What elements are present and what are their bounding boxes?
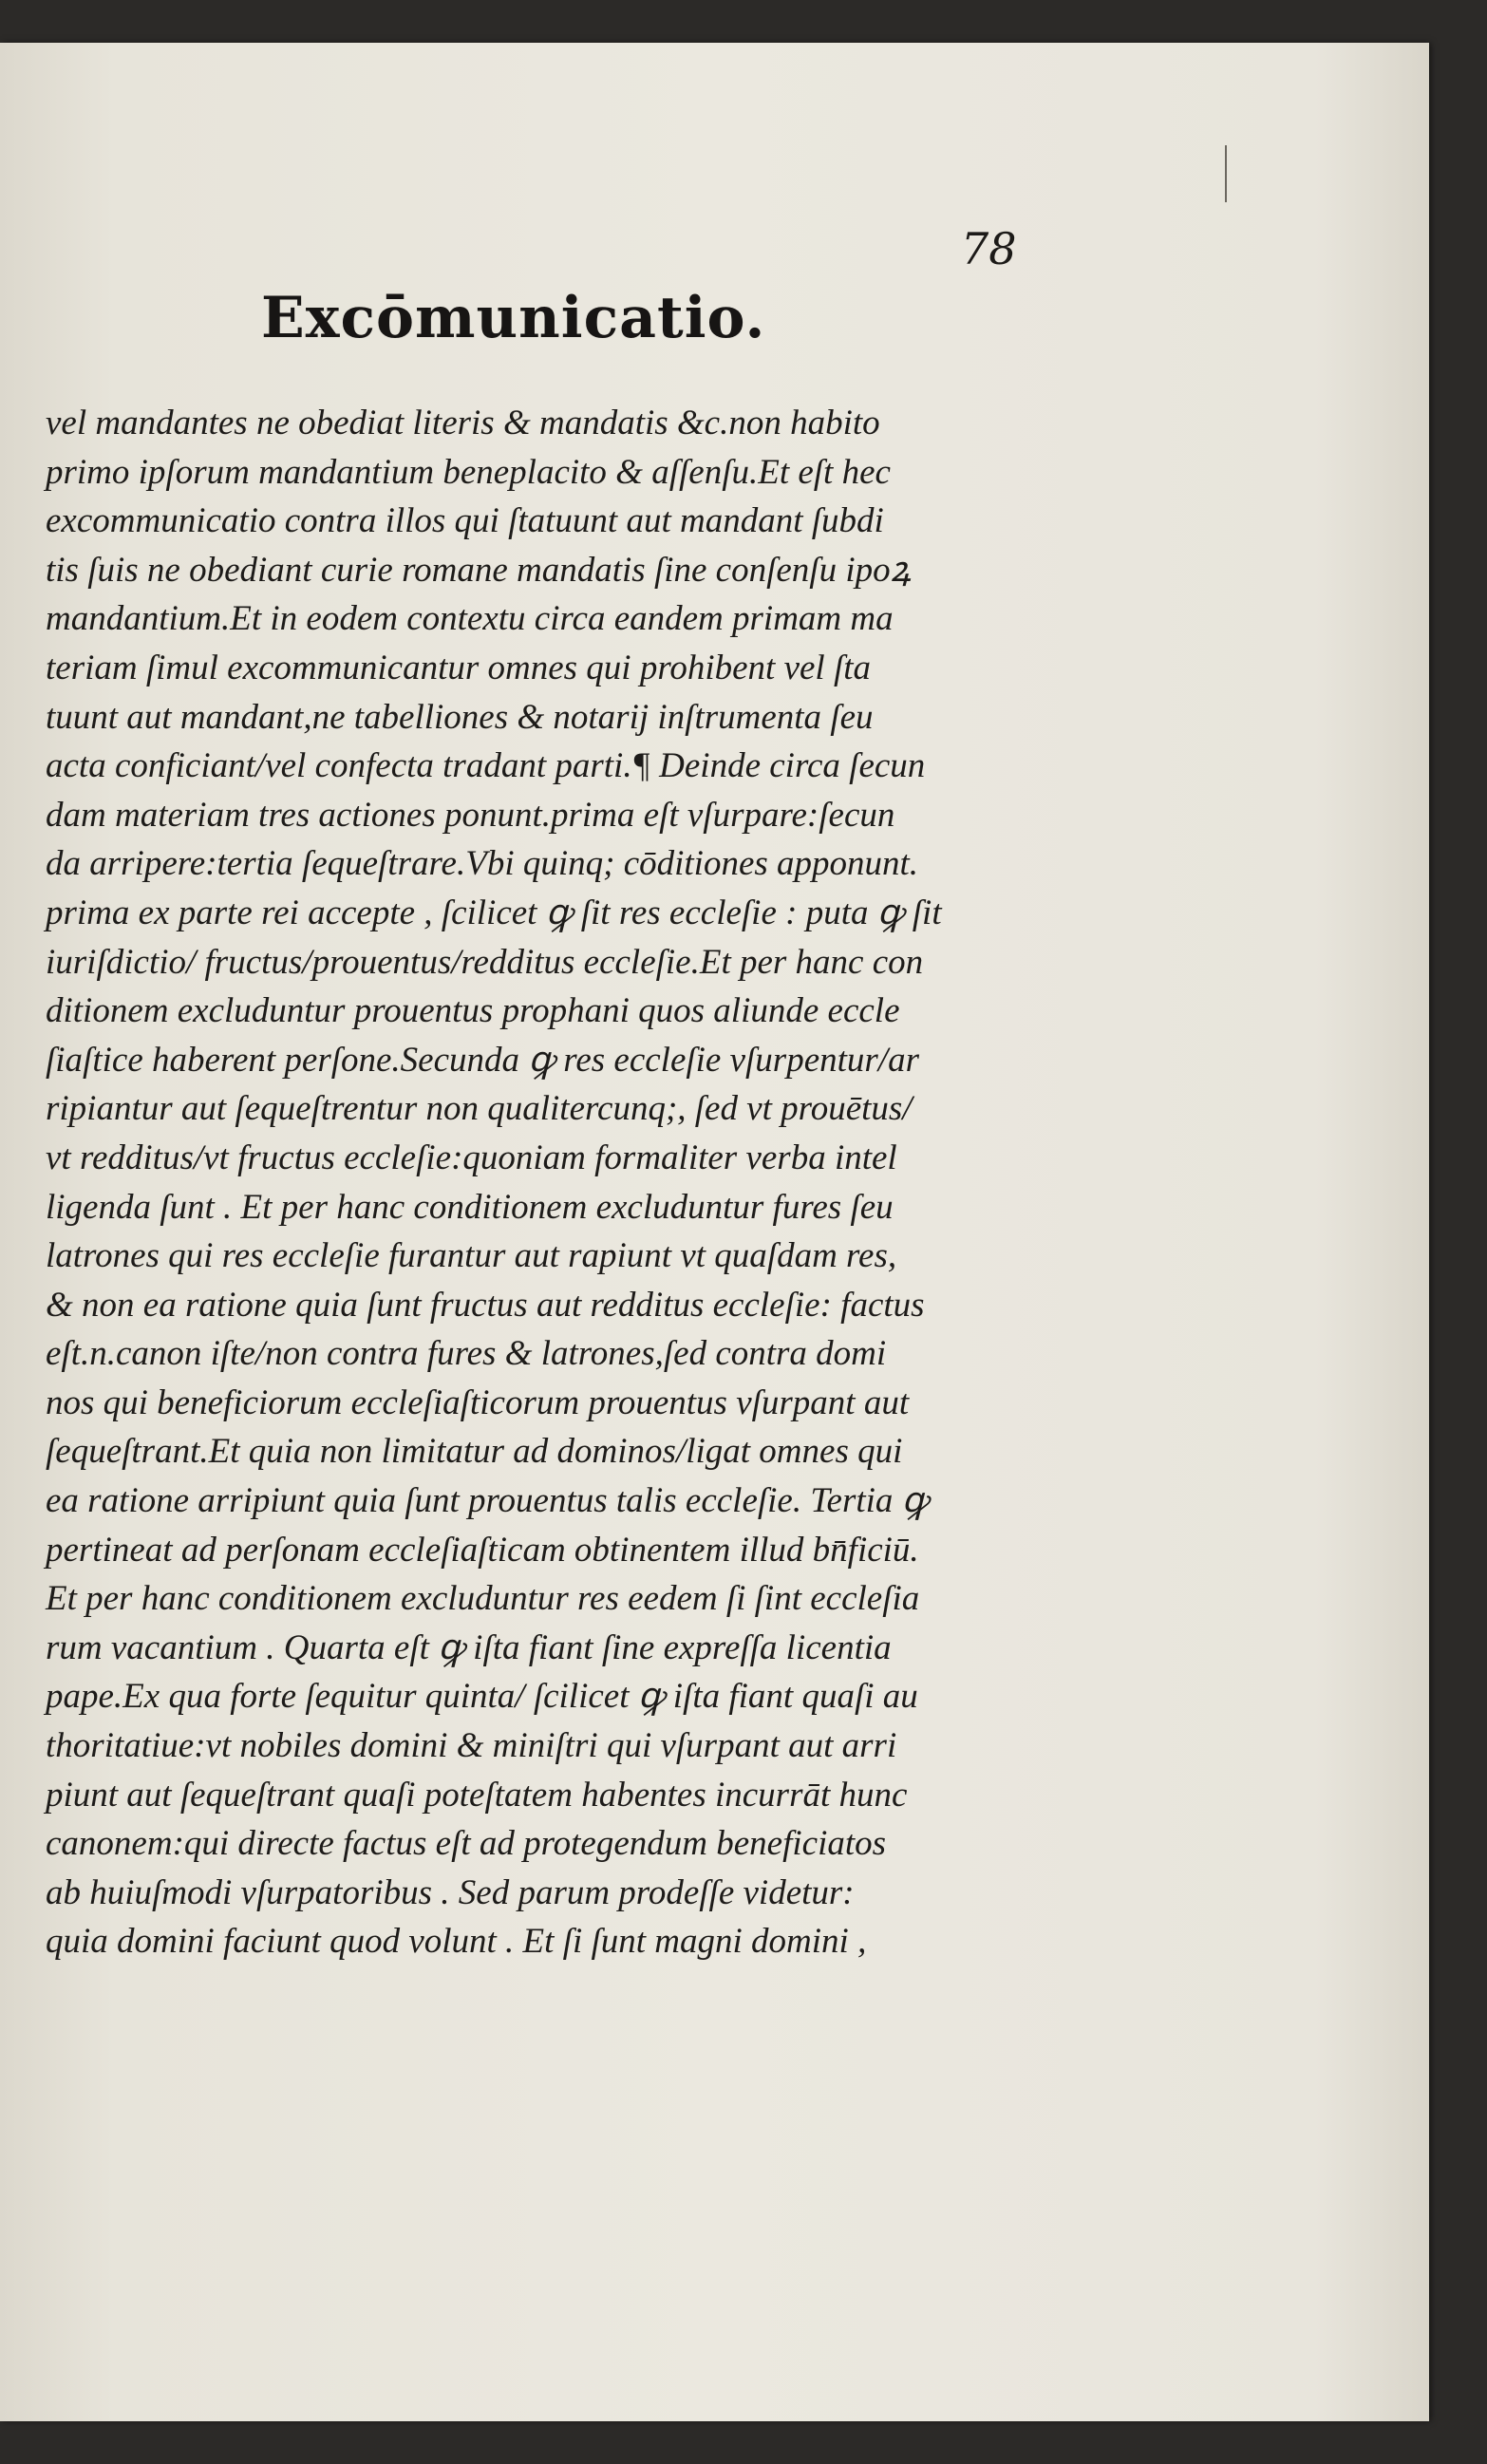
text-line: eſt.n.canon iſte/non contra fures & latrones,ſed contra domi (46, 1334, 887, 1374)
text-line: ſequeſtrant.Et quia non limitatur ad dominos/ligat omnes qui (46, 1432, 903, 1472)
text-line: canonem:qui directe factus eſt ad protegendum beneficiatos (46, 1824, 887, 1864)
text-line: & non ea ratione quia ſunt fructus aut redditus eccleſie: factus (46, 1285, 925, 1325)
text-line: prima ex parte rei accepte , ſcilicet ꝙ ſit res eccleſie : puta ꝙ ſit (46, 893, 942, 932)
body-text (46, 399, 1033, 1966)
text-line: ab huiuſmodi vſurpatoribus . Sed parum prodeſſe videtur: (46, 1872, 855, 1912)
text-line: ſiaſtice haberent perſone.Secunda ꝙ res eccleſie vſurpentur/ar (46, 1040, 919, 1080)
text-line: tis ſuis ne obediant curie romane mandatis ſine conſenſu ipoꝝ (46, 550, 911, 590)
text-line: tuunt aut mandant,ne tabelliones & notarij inſtrumenta ſeu (46, 697, 874, 737)
text-line: latrones qui res eccleſie furantur aut rapiunt vt quaſdam res, (46, 1236, 897, 1276)
text-line: thoritatiue:vt nobiles domini & miniſtri qui vſurpant aut arri (46, 1726, 897, 1766)
text-line: quia domini faciunt quod volunt . Et ſi ſunt magni domini , (46, 1922, 867, 1962)
text-line: ripiantur aut ſequeſtrentur non qualitercunq;, ſed vt prouētus/ (46, 1089, 913, 1129)
text-line: dam materiam tres actiones ponunt.prima eſt vſurpare:ſecun (46, 795, 895, 835)
text-line: da arripere:tertia ſequeſtrare.Vbi quinq; cōditiones apponunt. (46, 844, 919, 884)
text-line: vel mandantes ne obediat literis & mandatis &c.non habito (46, 404, 880, 442)
text-line: acta conficiant/vel confecta tradant parti.¶ Deinde circa ſecun (46, 746, 926, 786)
text-line: ditionem excluduntur prouentus prophani quos aliunde eccle (46, 991, 900, 1031)
folio-number: 78 (961, 223, 1017, 274)
text-line: pertineat ad perſonam eccleſiaſticam obtinentem illud bn̄ficiū. (46, 1530, 919, 1570)
text-line: iuriſdictio/ fructus/prouentus/redditus eccleſie.Et per hanc con (46, 942, 924, 982)
book-page (0, 43, 1429, 2421)
text-line: teriam ſimul excommunicantur omnes qui prohibent vel ſta (46, 648, 872, 687)
text-line: mandantium.Et in eodem contextu circa eandem primam ma (46, 599, 894, 639)
text-line: nos qui beneficiorum eccleſiaſticorum prouentus vſurpant aut (46, 1382, 910, 1422)
text-line: ea ratione arripiunt quia ſunt prouentus talis eccleſie. Tertia ꝙ (46, 1481, 929, 1521)
margin-mark (1225, 145, 1227, 202)
text-line: rum vacantium . Quarta eſt ꝙ iſta fiant ſine expreſſa licentia (46, 1627, 892, 1667)
text-line: primo ipſorum mandantium beneplacito & aſſenſu.Et eſt hec (46, 452, 891, 492)
text-line: excommunicatio contra illos qui ſtatuunt aut mandant ſubdi (46, 501, 884, 541)
running-head: Excōmunicatio. (261, 285, 766, 351)
text-line: vt redditus/vt fructus eccleſie:quoniam formaliter verba intel (46, 1138, 897, 1177)
text-line: Et per hanc conditionem excluduntur res eedem ſi ſint eccleſia (46, 1579, 920, 1619)
text-line: pape.Ex qua forte ſequitur quinta/ ſcilicet ꝙ iſta fiant quaſi au (46, 1677, 918, 1717)
text-line: piunt aut ſequeſtrant quaſi poteſtatem habentes incurrāt hunc (46, 1775, 908, 1815)
text-line: ligenda ſunt . Et per hanc conditionem excluduntur fures ſeu (46, 1187, 894, 1227)
